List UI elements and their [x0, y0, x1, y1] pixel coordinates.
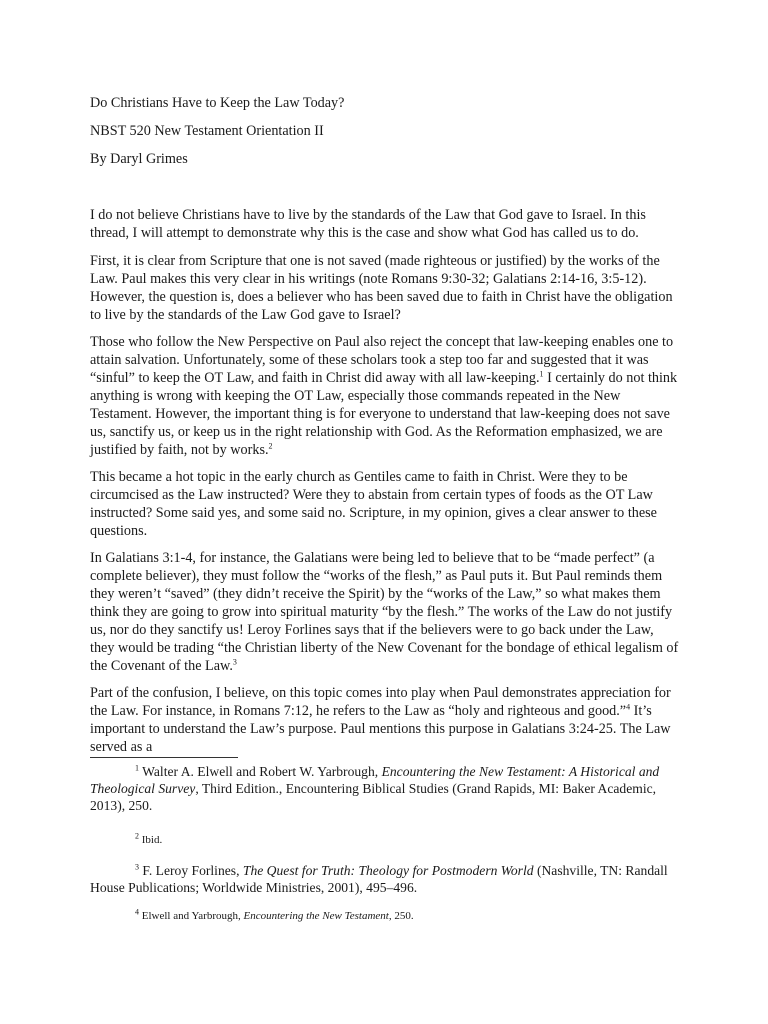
footnotes-section: [90, 763, 680, 923]
course-line: NBST 520 New Testament Orientation II: [90, 123, 324, 139]
footnote-ref[interactable]: 1: [539, 369, 544, 379]
paragraph: Part of the confusion, I believe, on this topic comes into play when Paul demonstrates appreciation for the Law. For instance, in Romans 7:12, he refers to the Law as “holy and righteous and good.”$^4$ It’s important to understand the Law’s purpose. Paul mentions this purpose in Galatians 3:24-25. The Law served as a: [90, 685, 671, 755]
document-title: Do Christians Have to Keep the Law Today?: [90, 95, 345, 111]
footnote-ref[interactable]: 2: [268, 441, 273, 451]
footnote-separator: [90, 757, 238, 758]
paragraph: Those who follow the New Perspective on Paul also reject the concept that law-keeping enables one to attain salvation. Unfortunately, some of these scholars took a step too far and suggested that it was “sinful” to keep the OT Law, and faith in Christ did away with all law-keeping.$^1$ I certainly do not think anything is wrong with keeping the OT Law, especially those commands repeated in the New Testament. However, the important thing is for everyone to understand that law-keeping does not save us, sanctify us, or keep us in the right relationship with God. As the Reformation emphasized, we are justified by faith, not by works.$^2$: [90, 334, 678, 458]
author-line: By Daryl Grimes: [90, 151, 188, 167]
footnote-4: $^4$ Elwell and Yarbrough, Encountering the New Testament, 250.: [135, 907, 414, 922]
document-body: [90, 206, 680, 765]
paragraph: First, it is clear from Scripture that one is not saved (made righteous or justified) by the works of the Law. Paul makes this very clear in his writings (note Romans 9:30-32; Galatians 2:14-16, 3:5-12). However, the question is, does a believer who has been saved due to faith in Christ have the obligation to live by the standards of the Law God gave to Israel?: [90, 253, 673, 323]
footnote-2: $^2$ Ibid.: [135, 831, 163, 846]
footnote-3: $^3$ F. Leroy Forlines, The Quest for Truth: Theology for Postmodern World (Nashville, TN: Randall House Publications; Worldwide Ministries, 2001), 495–496.: [90, 862, 668, 895]
paragraph: This became a hot topic in the early church as Gentiles came to faith in Christ. Were they to be circumcised as the Law instructed? Were they to abstain from certain types of foods as the OT Law instructed? Some said yes, and some said no. Scripture, in my opinion, gives a clear answer to these questions.: [90, 469, 657, 539]
footnote-ref[interactable]: 3: [232, 657, 237, 667]
paragraph: In Galatians 3:1-4, for instance, the Galatians were being led to believe that to be “made perfect” (a complete believer), they must follow the “works of the flesh,” as Paul puts it. But Paul reminds them they weren’t “saved” (they didn’t receive the Spirit) by the “works of the Law,” so what makes them think they are going to grow into spiritual maturity “by the flesh.” The works of the Law do not justify us, nor do they sanctify us! Leroy Forlines says that if the believers were to go back under the Law, they would be trading “the Christian liberty of the New Covenant for the bondage of ethical legalism of the Covenant of the Law.$^3$: [90, 550, 679, 674]
footnote-ref[interactable]: 4: [626, 702, 631, 712]
footnote-1: $^1$ Walter A. Elwell and Robert W. Yarbrough, Encountering the New Testament: A Historical and Theological Survey, Third Edition., Encountering Biblical Studies (Grand Rapids, MI: Baker Academic, 2013), 250.: [90, 763, 660, 813]
paragraph: I do not believe Christians have to live by the standards of the Law that God gave to Israel. In this thread, I will attempt to demonstrate why this is the case and show what God has called us to do.: [90, 207, 646, 241]
